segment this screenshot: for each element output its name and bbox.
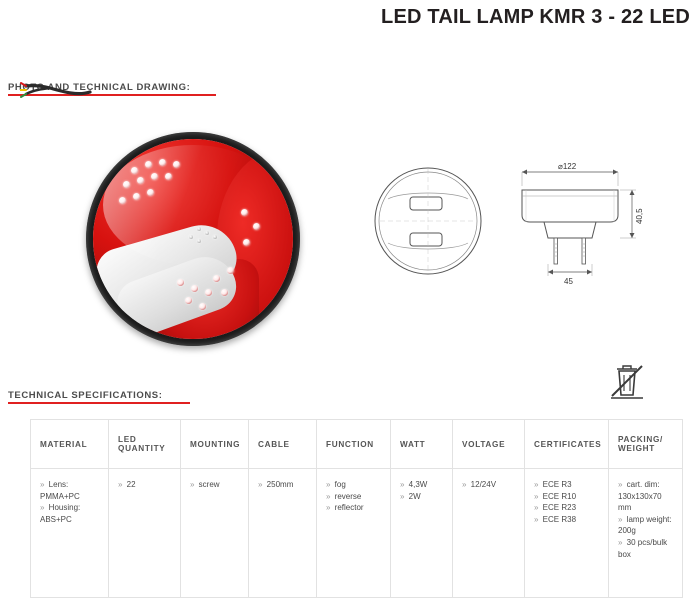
bullet-icon: » (326, 480, 331, 489)
bullet-icon: » (326, 491, 331, 501)
led-dot (253, 223, 260, 230)
table-header-mounting: MOUNTING (181, 420, 249, 469)
led-dot (133, 193, 140, 200)
bullet-icon: » (118, 480, 123, 489)
led-dot (165, 173, 172, 180)
technical-specifications-table (30, 419, 683, 598)
bullet-icon: » (618, 537, 623, 547)
led-dot (123, 181, 130, 188)
reflector-texture-dot (197, 227, 201, 231)
reflector-texture-dot (205, 231, 209, 235)
product-photo (86, 132, 300, 346)
led-dot (119, 197, 126, 204)
cell-item: » screw (190, 480, 220, 489)
bullet-icon: » (40, 480, 45, 489)
page-title: LED TAIL LAMP KMR 3 - 22 LED (381, 6, 690, 28)
cell-item: » ECE R23 (534, 503, 577, 513)
table-header-material: MATERIAL (31, 420, 109, 469)
bullet-icon: » (190, 480, 195, 489)
lamp-lens-assembly (93, 139, 293, 339)
led-dot (185, 297, 192, 304)
cell-certificates (525, 469, 609, 598)
cell-watt (391, 469, 453, 598)
table-header-voltage: VOLTAGE (453, 420, 525, 469)
lamp-housing (86, 132, 300, 346)
cell-led-quantity (109, 469, 181, 598)
led-dot (243, 239, 250, 246)
led-dot (137, 177, 144, 184)
svg-text:⌀122: ⌀122 (558, 162, 577, 171)
cell-item: » Lens: PMMA+PC (40, 480, 80, 501)
bullet-icon: » (534, 480, 539, 489)
section-rule (8, 402, 190, 404)
cell-item: » 30 pcs/bulk box (618, 537, 668, 559)
led-dot (173, 161, 180, 168)
svg-text:40,5: 40,5 (635, 208, 644, 224)
reflector-texture-dot (189, 235, 193, 239)
bullet-icon: » (400, 480, 405, 489)
cell-item: » 12/24V (462, 480, 497, 489)
led-dot (191, 285, 198, 292)
led-dot (199, 303, 206, 310)
cell-item: » ECE R38 (534, 514, 577, 524)
led-dot (241, 209, 248, 216)
cell-item: » ECE R10 (534, 491, 577, 501)
cell-item: » lamp weight: 200g (618, 514, 672, 536)
cell-item: » 250mm (258, 480, 294, 489)
cell-item: » Housing: ABS+PC (40, 503, 81, 524)
table-header-led-quantity: LED QUANTITY (109, 420, 181, 469)
led-dot (227, 267, 234, 274)
bullet-icon: » (40, 503, 45, 513)
cell-mounting (181, 469, 249, 598)
led-dot (221, 289, 228, 296)
led-dot (177, 279, 184, 286)
bullet-icon: » (618, 514, 623, 524)
table-header-cable: CABLE (249, 420, 317, 469)
bullet-icon: » (400, 491, 405, 501)
led-dot (159, 159, 166, 166)
reflector-texture-dot (213, 235, 217, 239)
table-header-function: FUNCTION (317, 420, 391, 469)
led-dot (205, 289, 212, 296)
reflector-texture-dot (197, 239, 201, 243)
crossed-out-wheelie-bin-icon (608, 362, 646, 400)
led-dot (145, 161, 152, 168)
table-header-watt: WATT (391, 420, 453, 469)
svg-text:45: 45 (564, 277, 573, 286)
table-row (31, 469, 683, 598)
cell-item: » fog (326, 480, 346, 489)
cell-item: » 2W (400, 491, 421, 501)
table-header-certificates: CERTIFICATES (525, 420, 609, 469)
led-dot (131, 167, 138, 174)
cell-function (317, 469, 391, 598)
bullet-icon: » (618, 480, 623, 489)
bullet-icon: » (534, 514, 539, 524)
cell-item: » reverse (326, 491, 362, 501)
bullet-icon: » (534, 503, 539, 513)
bullet-icon: » (462, 480, 467, 489)
cell-cable (249, 469, 317, 598)
cell-item: » cart. dim: 130x130x70 mm (618, 480, 662, 513)
cell-material (31, 469, 109, 598)
table-header-row (31, 420, 683, 469)
led-dot (147, 189, 154, 196)
section-heading-photo-label: PHOTO AND TECHNICAL DRAWING: (8, 82, 191, 93)
section-heading-specs (8, 390, 163, 404)
section-heading-specs-label: TECHNICAL SPECIFICATIONS: (8, 390, 163, 401)
table-header-packing-weight: PACKING/ WEIGHT (609, 420, 683, 469)
led-dot (151, 173, 158, 180)
bullet-icon: » (326, 503, 331, 513)
bullet-icon: » (258, 480, 263, 489)
led-dot (213, 275, 220, 282)
cell-voltage (453, 469, 525, 598)
bullet-icon: » (534, 491, 539, 501)
cell-item: » 4,3W (400, 480, 428, 489)
lamp-cable (20, 74, 96, 100)
technical-drawing-front-view (372, 165, 484, 277)
cell-item: » ECE R3 (534, 480, 572, 489)
cell-packing-weight (609, 469, 683, 598)
cell-item: » reflector (326, 503, 364, 513)
cell-item: » 22 (118, 480, 136, 489)
technical-drawing-side-view (500, 160, 650, 290)
